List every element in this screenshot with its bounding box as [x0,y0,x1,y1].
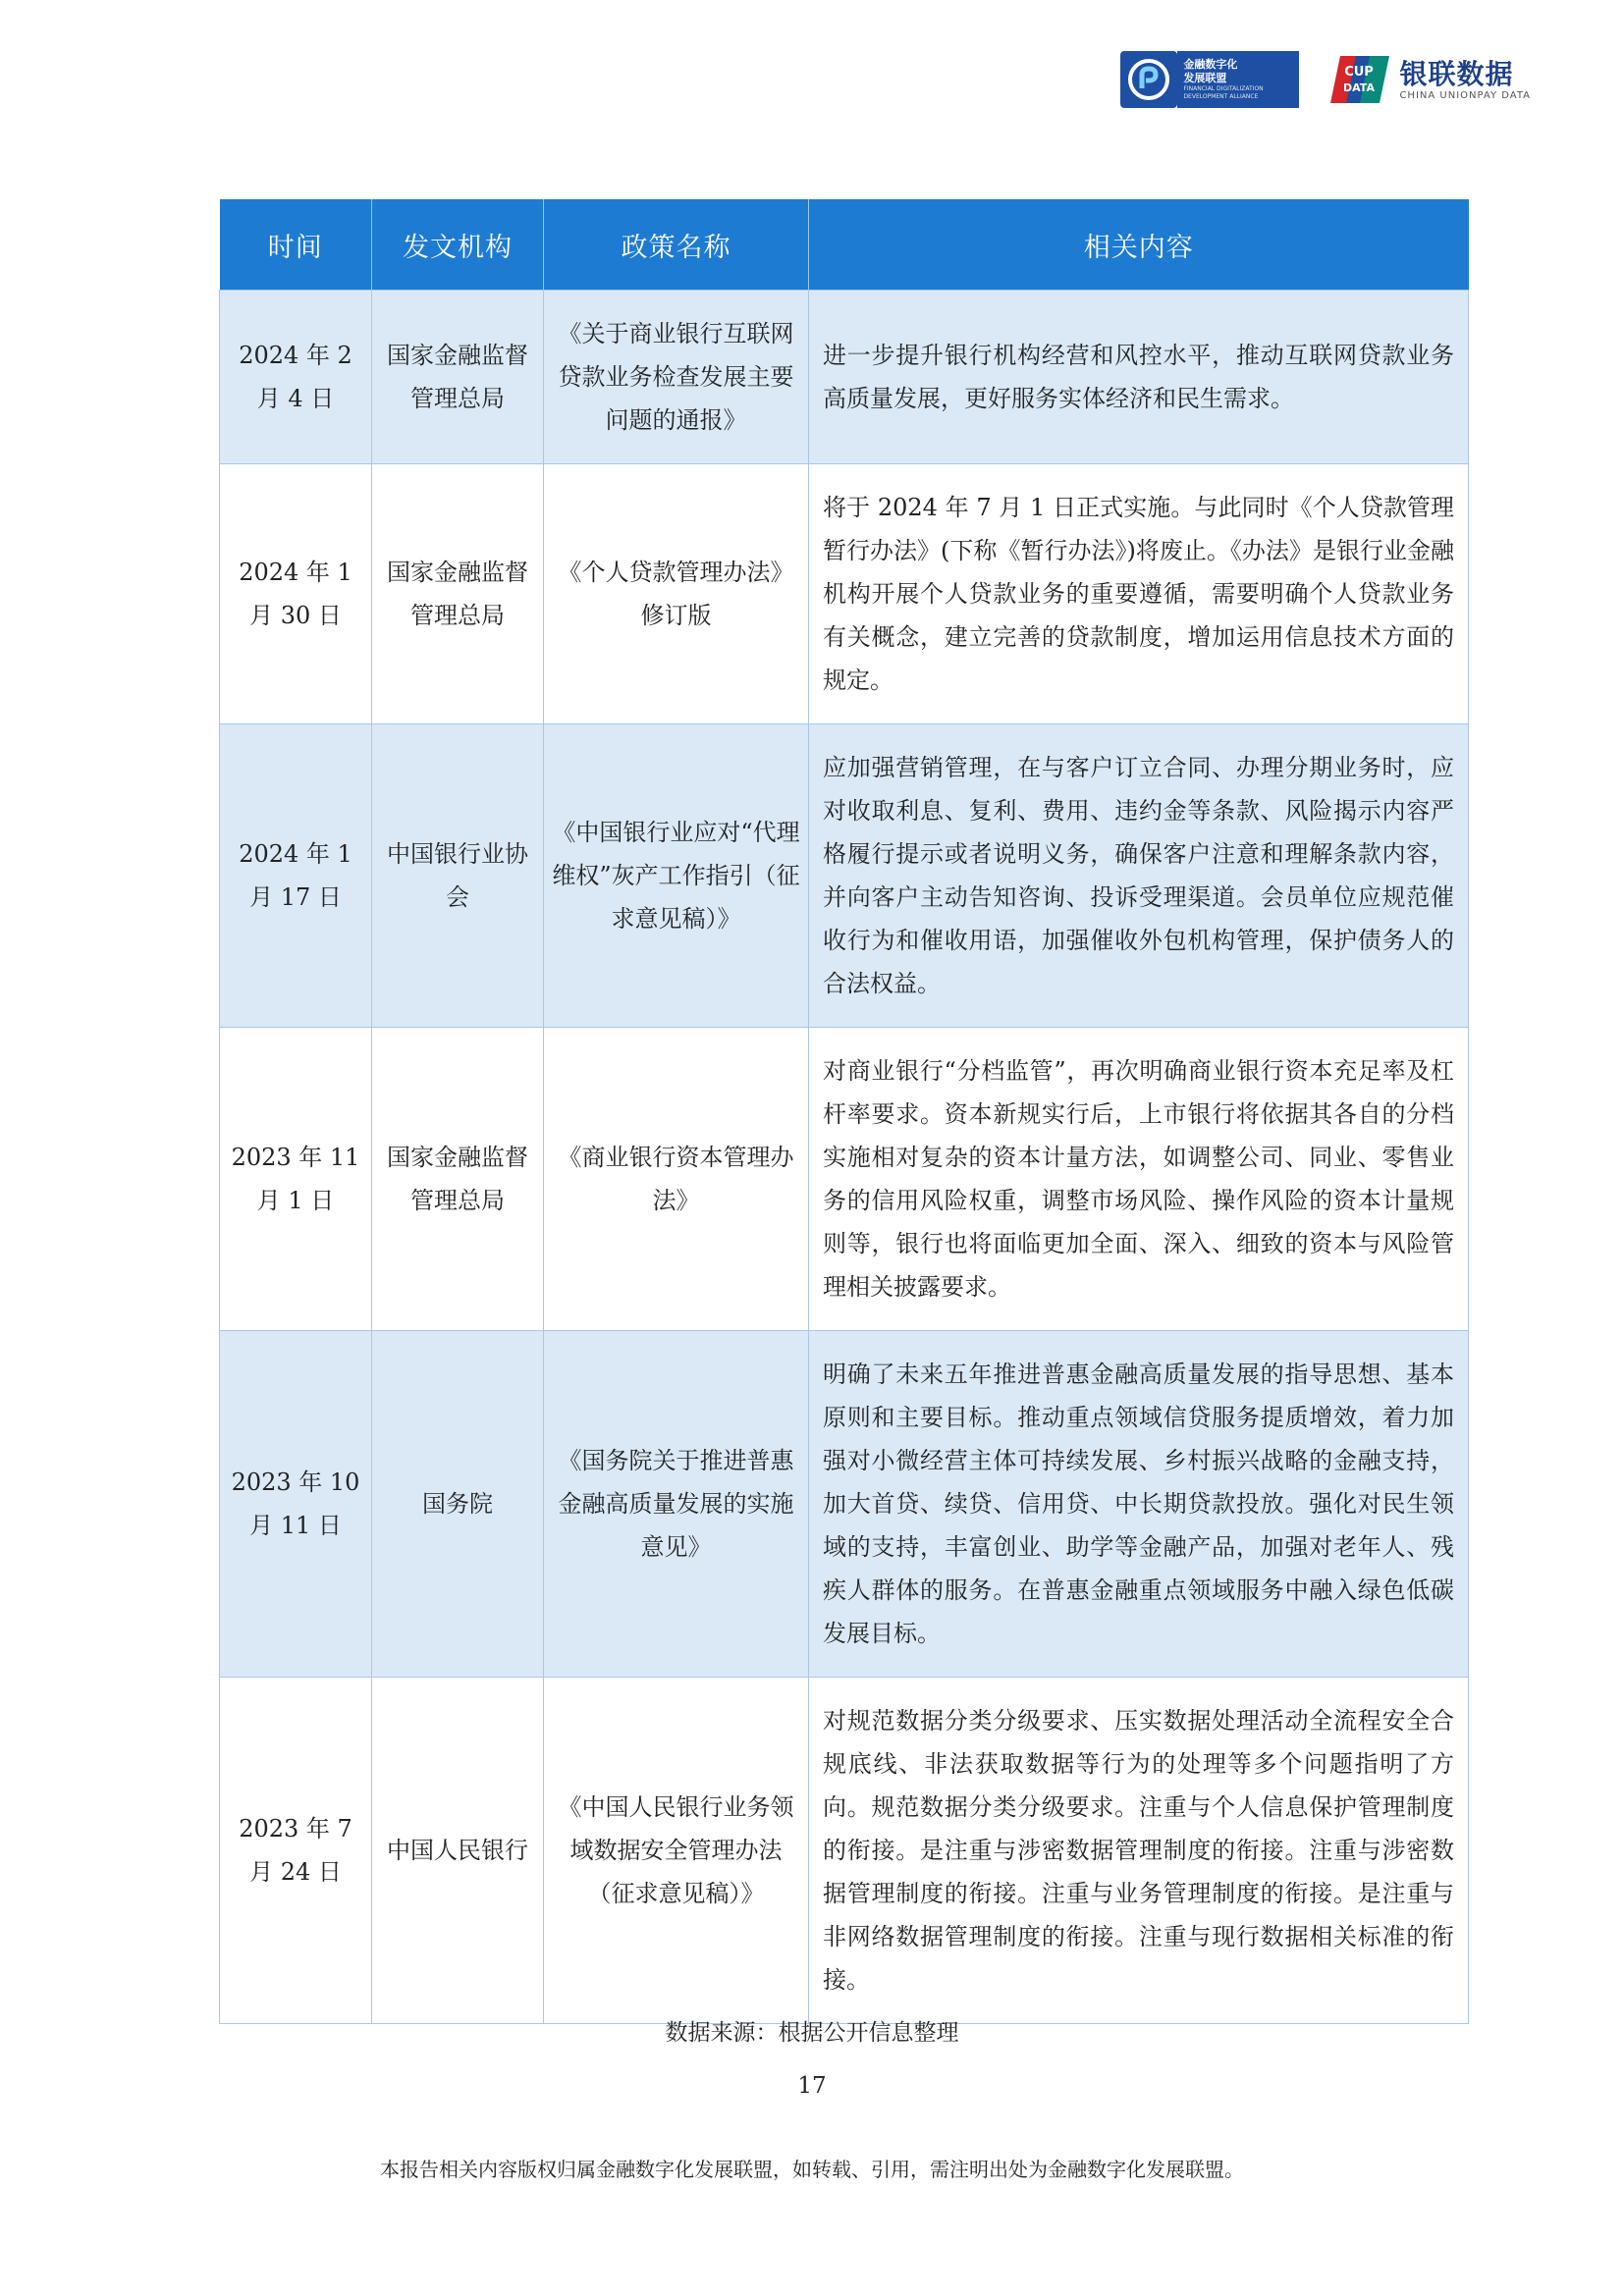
cell-time: 2024 年 1 月 30 日 [220,464,372,724]
cell-agency: 国务院 [372,1331,544,1678]
cell-time: 2024 年 2 月 4 日 [220,291,372,464]
cell-policy: 《商业银行资本管理办法》 [544,1028,809,1331]
cup-data-icon [1326,54,1391,105]
cell-content: 对商业银行“分档监管”，再次明确商业银行资本充足率及杠杆率要求。资本新规实行后，上市银行将依据其各自的分档实施相对复杂的资本计量方法，如调整公司、同业、零售业务的信用风险权重，调整市场风险、操作风险的资本计量规则等，银行也将面临更加全面、深入、细致的资本与风险管理相关披露要求。 [809,1028,1469,1331]
cell-agency: 中国人民银行 [372,1678,544,2024]
cell-policy: 《关于商业银行互联网贷款业务检查发展主要问题的通报》 [544,291,809,464]
header-logos [1120,51,1531,108]
cell-content: 对规范数据分类分级要求、压实数据处理活动全流程安全合规底线、非法获取数据等行为的处理等多个问题指明了方向。规范数据分类分级要求。注重与个人信息保护管理制度的衔接。是注重与涉密数据管理制度的衔接。注重与涉密数据管理制度的衔接。注重与业务管理制度的衔接。是注重与非网络数据管理制度的衔接。注重与现行数据相关标准的衔接。 [809,1678,1469,2024]
alliance-logo [1120,51,1299,108]
cell-policy: 《中国人民银行业务领域数据安全管理办法（征求意见稿）》 [544,1678,809,2024]
alliance-logo-icon [1120,51,1177,108]
table-row [220,464,1469,724]
table-row [220,291,1469,464]
unionpay-data-name-en: CHINA UNIONPAY DATA [1399,89,1531,101]
cell-content: 明确了未来五年推进普惠金融高质量发展的指导思想、基本原则和主要目标。推动重点领域信贷服务提质增效，着力加强对小微经营主体可持续发展、乡村振兴战略的金融支持，加大首贷、续贷、信用贷、中长期贷款投放。强化对民生领域的支持，丰富创业、助学等金融产品，加强对老年人、残疾人群体的服务。在普惠金融重点领域服务中融入绿色低碳发展目标。 [809,1331,1469,1678]
cell-agency: 中国银行业协会 [372,724,544,1028]
alliance-name-line2: 发展联盟 [1183,72,1227,84]
cell-agency: 国家金融监督管理总局 [372,291,544,464]
table-header-row [220,199,1469,291]
header-time: 时间 [220,199,372,291]
header-agency: 发文机构 [372,199,544,291]
unionpay-data-name: 银联数据 [1399,57,1514,90]
cell-policy: 《个人贷款管理办法》修订版 [544,464,809,724]
cell-time: 2023 年 11 月 1 日 [220,1028,372,1331]
cell-policy: 《国务院关于推进普惠金融高质量发展的实施意见》 [544,1331,809,1678]
table-row [220,724,1469,1028]
cell-policy: 《中国银行业应对“代理维权”灰产工作指引（征求意见稿）》 [544,724,809,1028]
data-source-note: 数据来源：根据公开信息整理 [665,2020,959,2046]
cell-content: 将于 2024 年 7 月 1 日正式实施。与此同时《个人贷款管理暂行办法》(下称《暂行办法》)将废止。《办法》是银行业金融机构开展个人贷款业务的重要遵循，需要明确个人贷款业务有关概念，建立完善的贷款制度，增加运用信息技术方面的规定。 [809,464,1469,724]
alliance-name-line1: 金融数字化 [1183,58,1238,71]
copyright-footer: 本报告相关内容版权归属金融数字化发展联盟，如转载、引用，需注明出处为金融数字化发展联盟。 [380,2158,1244,2181]
table-row [220,1678,1469,2024]
alliance-name-en: FINANCIAL DIGITALIZATION DEVELOPMENT ALLIANCE [1183,85,1264,100]
policy-table [219,199,1469,2024]
page-number: 17 [797,2073,827,2099]
cup-badge-bottom: DATA [1343,81,1376,94]
alliance-logo-text [1177,51,1299,108]
cell-time: 2024 年 1 月 17 日 [220,724,372,1028]
cell-content: 进一步提升银行机构经营和风控水平，推动互联网贷款业务高质量发展，更好服务实体经济和民生需求。 [809,291,1469,464]
cell-time: 2023 年 10 月 11 日 [220,1331,372,1678]
table-row [220,1331,1469,1678]
cell-agency: 国家金融监督管理总局 [372,464,544,724]
cell-time: 2023 年 7 月 24 日 [220,1678,372,2024]
unionpay-data-logo [1326,54,1531,105]
header-content: 相关内容 [809,199,1469,291]
cup-badge-top: CUP [1344,65,1375,80]
table-row [220,1028,1469,1331]
cell-content: 应加强营销管理，在与客户订立合同、办理分期业务时，应对收取利息、复利、费用、违约金等条款、风险揭示内容严格履行提示或者说明义务，确保客户注意和理解条款内容，并向客户主动告知咨询、投诉受理渠道。会员单位应规范催收行为和催收用语，加强催收外包机构管理，保护债务人的合法权益。 [809,724,1469,1028]
header-policy: 政策名称 [544,199,809,291]
cell-agency: 国家金融监督管理总局 [372,1028,544,1331]
